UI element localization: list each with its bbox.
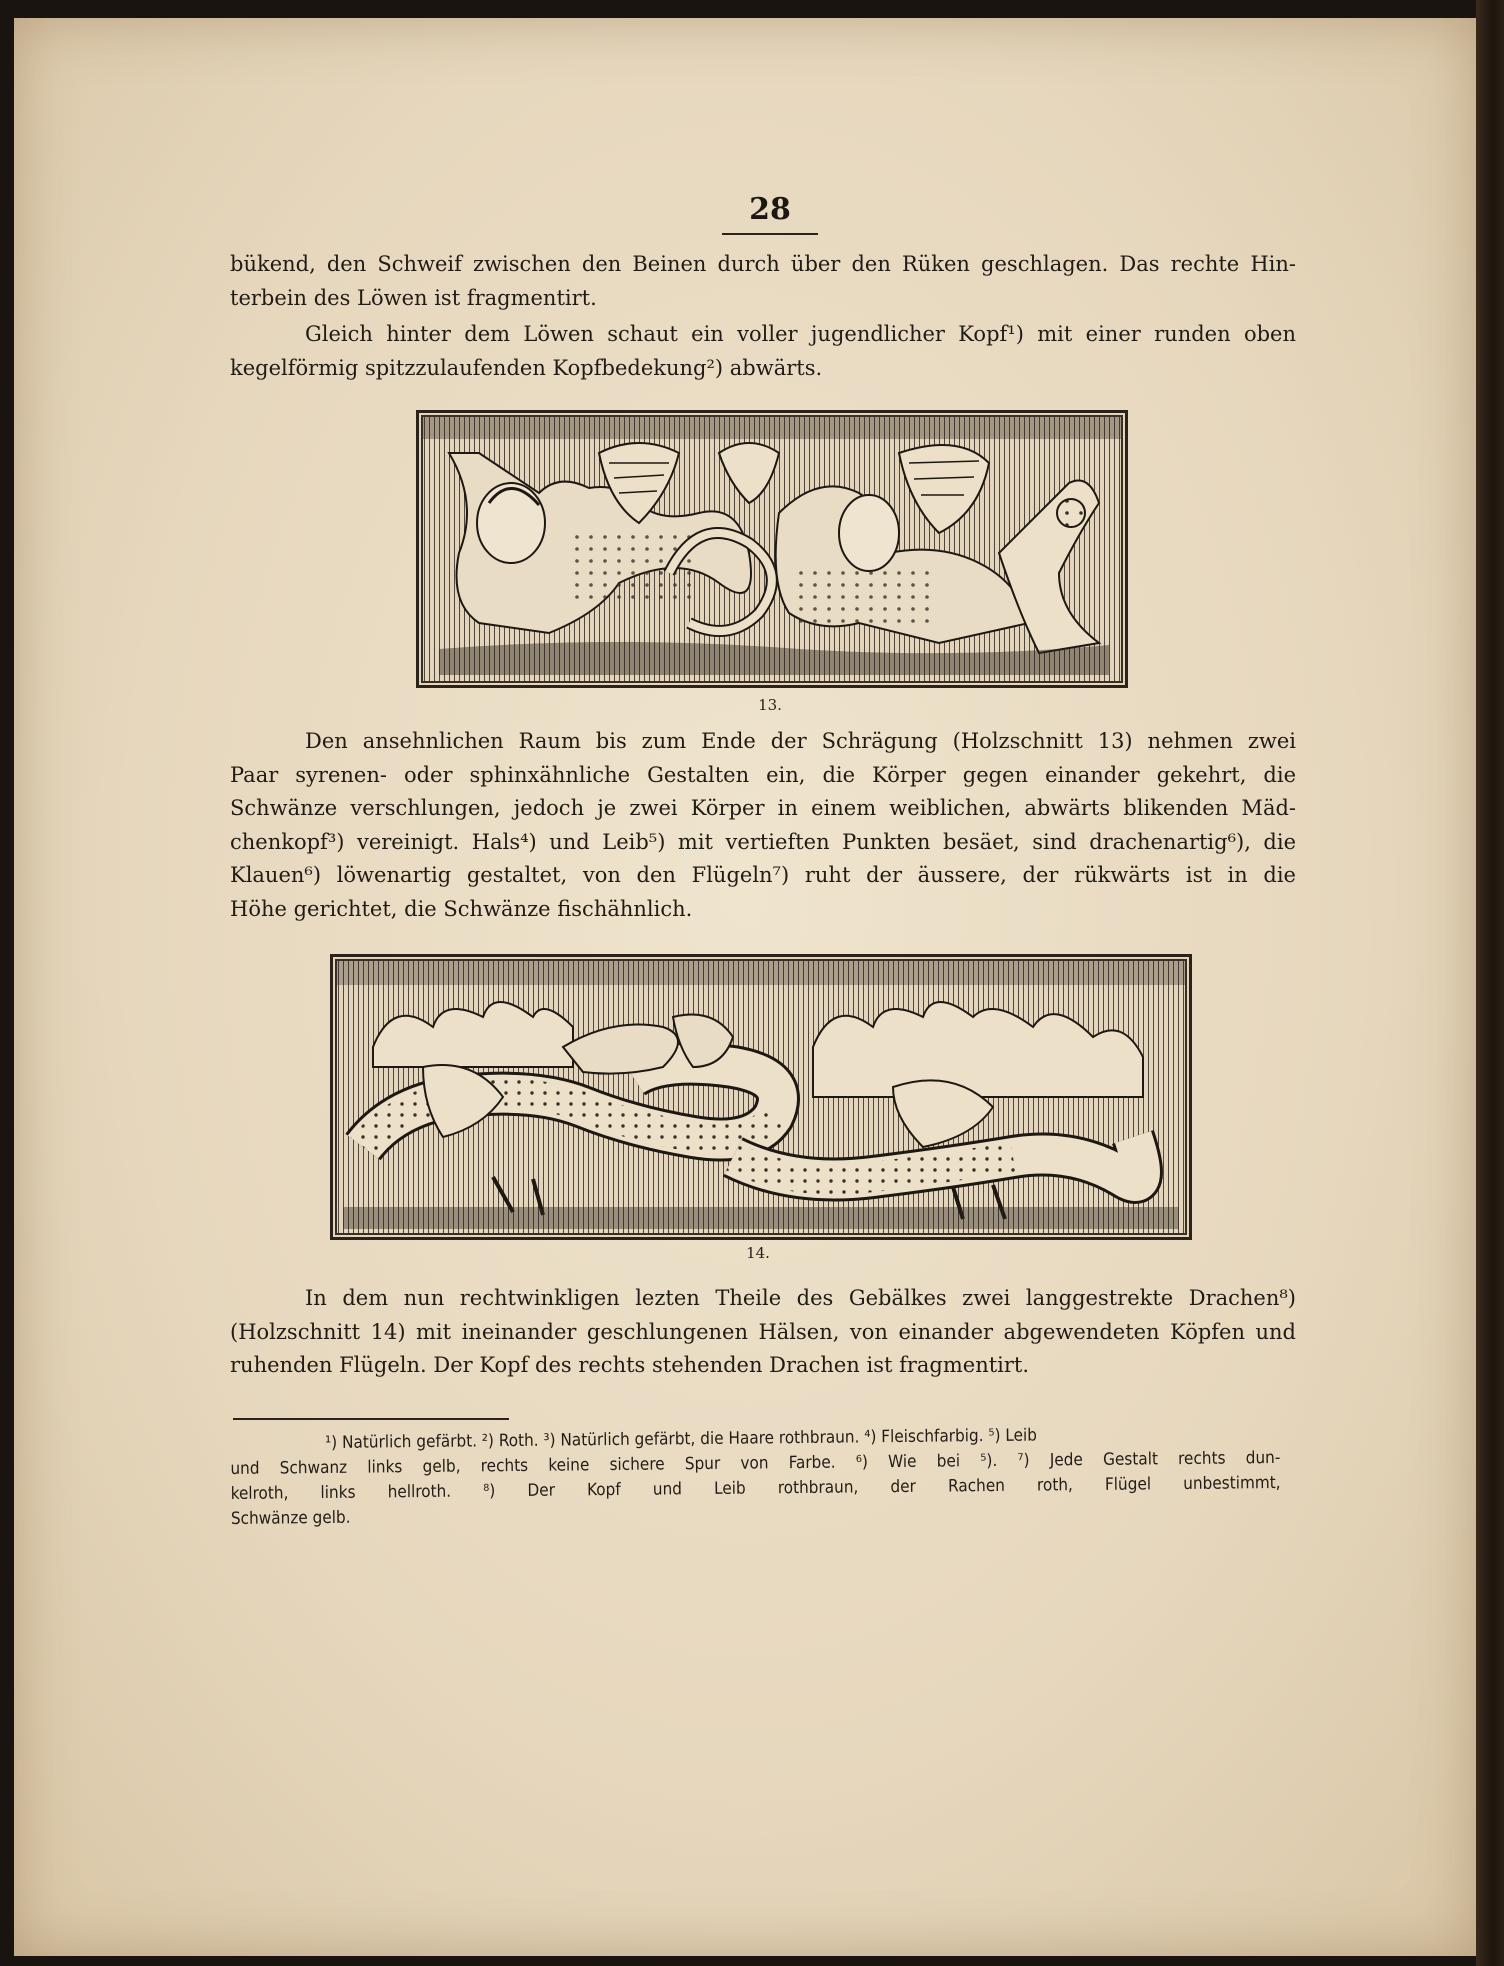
text-line: Gleich hinter dem Löwen schaut ein voller jugendlicher Kopf¹) mit einer runden oben bbox=[305, 322, 1296, 346]
page-number-rule bbox=[722, 233, 818, 235]
text-line: kegelförmig spitzzulaufenden Kopfbedekung²) abwärts. bbox=[230, 355, 823, 380]
footnote-line: Schwänze gelb. bbox=[230, 1507, 351, 1529]
woodcut-figure-14 bbox=[330, 954, 1192, 1240]
footnote-line: und Schwanz links gelb, rechts keine sichere Spur von Farbe. ⁶) Wie bei ⁵). ⁷) Jede Gestalt rechts dun- bbox=[230, 1448, 1281, 1479]
text-line: ruhenden Flügeln. Der Kopf des rechts stehenden Drachen ist fragmentirt. bbox=[230, 1353, 1030, 1377]
text-line: Schwänze verschlungen, jedoch je zwei Körper in einem weiblichen, abwärts blikenden Mäd- bbox=[230, 796, 1296, 820]
text-line: terbein des Löwen ist fragmentirt. bbox=[230, 285, 597, 310]
text-line: Den ansehnlichen Raum bis zum Ende der Schrägung (Holzschnitt 13) nehmen zwei bbox=[305, 729, 1296, 753]
footnote-line: kelroth, links hellroth. ⁸) Der Kopf und Leib rothbraun, der Rachen roth, Flügel unbestimmt, bbox=[230, 1473, 1281, 1504]
text-line: Klauen⁶) löwenartig gestaltet, von den Flügeln⁷) ruht der äussere, der rükwärts ist in die bbox=[230, 863, 1296, 887]
paragraph-2 bbox=[230, 318, 1296, 385]
text-line: chenkopf³) vereinigt. Hals⁴) und Leib⁵) mit vertieften Punkten besäet, sind drachenartig⁶), die bbox=[230, 829, 1296, 854]
sphinx-frieze-illustration bbox=[419, 413, 1125, 685]
paragraph-3 bbox=[230, 725, 1296, 926]
text-line: bükend, den Schweif zwischen den Beinen durch über den Rüken geschlagen. Das rechte Hin- bbox=[230, 252, 1296, 276]
figure-14-caption: 14. bbox=[746, 1244, 770, 1262]
paragraph-4 bbox=[230, 1282, 1296, 1383]
text-line: Höhe gerichtet, die Schwänze fischähnlich. bbox=[230, 896, 693, 921]
footnote-line: ¹) Natürlich gefärbt. ²) Roth. ³) Natürlich gefärbt, die Haare rothbraun. ⁴) Fleischfarbig. ⁵) Leib bbox=[325, 1425, 1038, 1454]
page-edge bbox=[1476, 0, 1504, 1966]
footnotes bbox=[230, 1421, 1281, 1532]
woodcut-figure-13 bbox=[416, 410, 1128, 688]
text-line: (Holzschnitt 14) mit ineinander geschlungenen Hälsen, von einander abgewendeten Köpfen und bbox=[230, 1319, 1296, 1344]
paragraph-1 bbox=[230, 248, 1296, 315]
text-line: Paar syrenen- oder sphinxähnliche Gestalten ein, die Körper gegen einander gekehrt, die bbox=[230, 762, 1296, 787]
page-number: 28 bbox=[749, 192, 791, 227]
text-line: In dem nun rechtwinkligen lezten Theile des Gebälkes zwei langgestrekte Drachen⁸) bbox=[305, 1286, 1296, 1310]
figure-13-caption: 13. bbox=[758, 696, 782, 714]
footnote-rule bbox=[233, 1418, 509, 1420]
dragon-frieze-illustration bbox=[333, 957, 1189, 1237]
